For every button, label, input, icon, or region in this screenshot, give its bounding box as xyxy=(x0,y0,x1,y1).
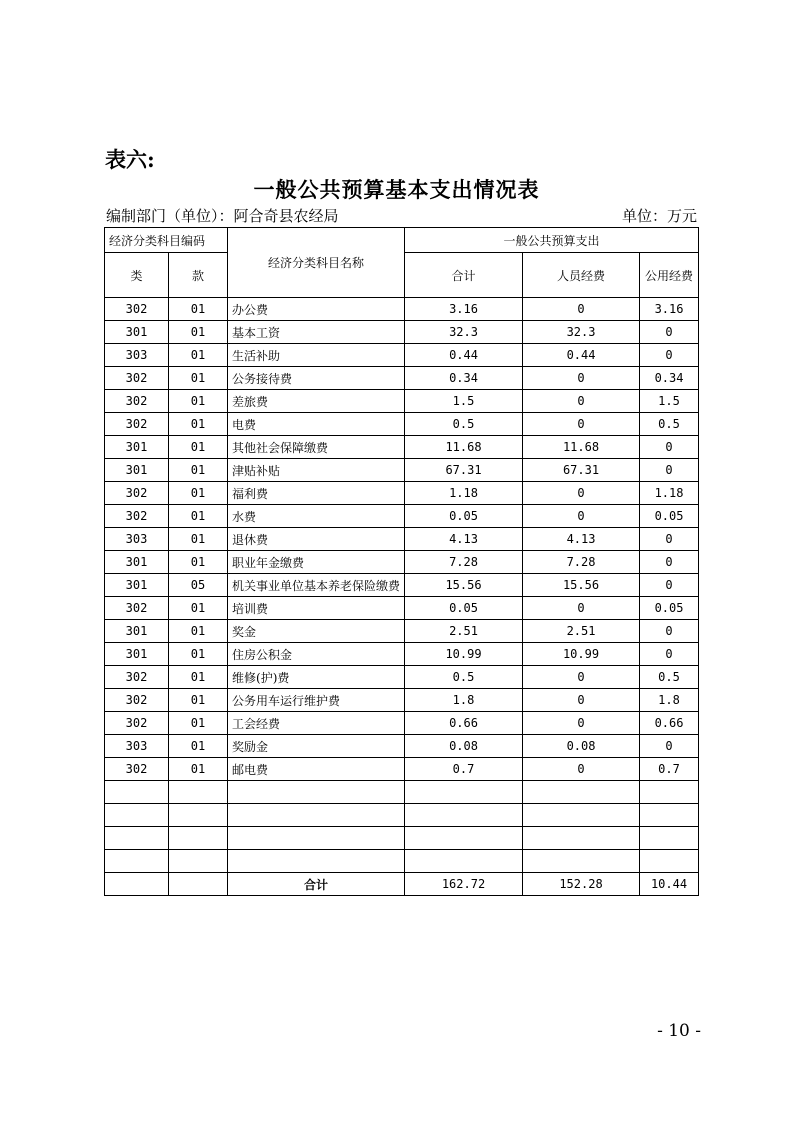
row-public: 1.5 xyxy=(640,390,699,413)
row-total: 0.08 xyxy=(405,735,523,758)
row-public: 0.05 xyxy=(640,597,699,620)
row-subject-name: 公务用车运行维护费 xyxy=(228,689,405,712)
row-total: 1.18 xyxy=(405,482,523,505)
table-row xyxy=(105,597,699,620)
row-class-code: 302 xyxy=(105,367,169,390)
table-row xyxy=(105,367,699,390)
table-row-empty xyxy=(105,850,699,873)
page-title: 一般公共预算基本支出情况表 xyxy=(253,177,540,202)
table-row xyxy=(105,574,699,597)
header-public: 公用经费 xyxy=(640,253,699,298)
row-item-code: 01 xyxy=(169,735,228,758)
row-personnel: 4.13 xyxy=(523,528,640,551)
row-total: 0.05 xyxy=(405,505,523,528)
table-row xyxy=(105,482,699,505)
row-subject-name: 机关事业单位基本养老保险缴费 xyxy=(228,574,405,597)
row-subject-name: 住房公积金 xyxy=(228,643,405,666)
page-number: - 10 - xyxy=(657,1021,701,1041)
row-class-code: 301 xyxy=(105,574,169,597)
row-subject-name: 福利费 xyxy=(228,482,405,505)
row-subject-name: 差旅费 xyxy=(228,390,405,413)
row-class-code: 301 xyxy=(105,643,169,666)
table-row xyxy=(105,551,699,574)
row-item-code: 01 xyxy=(169,689,228,712)
table-row xyxy=(105,344,699,367)
row-item-code: 01 xyxy=(169,620,228,643)
row-personnel: 0.08 xyxy=(523,735,640,758)
row-personnel: 2.51 xyxy=(523,620,640,643)
row-item-code: 01 xyxy=(169,367,228,390)
row-item-code: 01 xyxy=(169,298,228,321)
total-personnel: 152.28 xyxy=(523,873,640,896)
row-public: 1.18 xyxy=(640,482,699,505)
row-public: 0.05 xyxy=(640,505,699,528)
row-public: 0 xyxy=(640,620,699,643)
table-row-empty xyxy=(105,804,699,827)
row-personnel: 11.68 xyxy=(523,436,640,459)
row-total: 1.8 xyxy=(405,689,523,712)
total-label: 合计 xyxy=(228,873,405,896)
row-item-code: 05 xyxy=(169,574,228,597)
table-row-empty xyxy=(105,827,699,850)
row-personnel: 0 xyxy=(523,758,640,781)
row-personnel: 0 xyxy=(523,597,640,620)
row-class-code: 302 xyxy=(105,390,169,413)
row-public: 0 xyxy=(640,643,699,666)
row-total: 0.5 xyxy=(405,413,523,436)
row-class-code: 301 xyxy=(105,551,169,574)
table-row xyxy=(105,735,699,758)
row-public: 0.66 xyxy=(640,712,699,735)
row-class-code: 303 xyxy=(105,735,169,758)
table-row xyxy=(105,321,699,344)
row-total: 0.66 xyxy=(405,712,523,735)
row-item-code: 01 xyxy=(169,712,228,735)
row-public: 0 xyxy=(640,574,699,597)
row-subject-name: 奖金 xyxy=(228,620,405,643)
row-public: 0 xyxy=(640,459,699,482)
row-class-code: 302 xyxy=(105,597,169,620)
header-class: 类 xyxy=(105,253,169,298)
row-class-code: 301 xyxy=(105,620,169,643)
row-class-code: 302 xyxy=(105,689,169,712)
header-subject-name: 经济分类科目名称 xyxy=(228,228,405,298)
row-subject-name: 电费 xyxy=(228,413,405,436)
row-class-code: 302 xyxy=(105,298,169,321)
row-item-code: 01 xyxy=(169,666,228,689)
row-personnel: 0 xyxy=(523,367,640,390)
row-subject-name: 公务接待费 xyxy=(228,367,405,390)
row-total: 11.68 xyxy=(405,436,523,459)
header-personnel: 人员经费 xyxy=(523,253,640,298)
row-personnel: 15.56 xyxy=(523,574,640,597)
row-personnel: 67.31 xyxy=(523,459,640,482)
row-public: 0 xyxy=(640,735,699,758)
row-class-code: 303 xyxy=(105,344,169,367)
row-public: 0.34 xyxy=(640,367,699,390)
row-public: 0 xyxy=(640,344,699,367)
header-code-group: 经济分类科目编码 xyxy=(105,228,228,253)
unit-label: 单位：万元 xyxy=(621,207,697,225)
row-total: 10.99 xyxy=(405,643,523,666)
row-public: 0.5 xyxy=(640,666,699,689)
row-total: 2.51 xyxy=(405,620,523,643)
table-row xyxy=(105,436,699,459)
table-row-empty xyxy=(105,781,699,804)
row-item-code: 01 xyxy=(169,758,228,781)
table-row xyxy=(105,390,699,413)
row-personnel: 0 xyxy=(523,482,640,505)
row-item-code: 01 xyxy=(169,551,228,574)
row-public: 1.8 xyxy=(640,689,699,712)
row-personnel: 0 xyxy=(523,298,640,321)
row-item-code: 01 xyxy=(169,597,228,620)
row-public: 3.16 xyxy=(640,298,699,321)
row-total: 1.5 xyxy=(405,390,523,413)
row-class-code: 302 xyxy=(105,666,169,689)
row-public: 0 xyxy=(640,321,699,344)
row-class-code: 303 xyxy=(105,528,169,551)
row-personnel: 0 xyxy=(523,505,640,528)
row-subject-name: 邮电费 xyxy=(228,758,405,781)
row-item-code: 01 xyxy=(169,505,228,528)
row-item-code: 01 xyxy=(169,643,228,666)
row-personnel: 0 xyxy=(523,390,640,413)
row-public: 0.7 xyxy=(640,758,699,781)
row-item-code: 01 xyxy=(169,528,228,551)
row-class-code: 301 xyxy=(105,459,169,482)
table-row xyxy=(105,689,699,712)
row-subject-name: 维修(护)费 xyxy=(228,666,405,689)
row-class-code: 301 xyxy=(105,436,169,459)
row-subject-name: 津贴补贴 xyxy=(228,459,405,482)
row-class-code: 302 xyxy=(105,482,169,505)
row-total: 4.13 xyxy=(405,528,523,551)
row-total: 7.28 xyxy=(405,551,523,574)
row-class-code: 302 xyxy=(105,413,169,436)
row-personnel: 0 xyxy=(523,689,640,712)
header-item: 款 xyxy=(169,253,228,298)
table-row xyxy=(105,620,699,643)
row-personnel: 0.44 xyxy=(523,344,640,367)
expenditure-table xyxy=(104,227,699,896)
table-row xyxy=(105,643,699,666)
row-total: 0.5 xyxy=(405,666,523,689)
row-item-code: 01 xyxy=(169,413,228,436)
row-total: 0.7 xyxy=(405,758,523,781)
row-class-code: 301 xyxy=(105,321,169,344)
table-row xyxy=(105,413,699,436)
row-item-code: 01 xyxy=(169,390,228,413)
row-item-code: 01 xyxy=(169,459,228,482)
row-total: 67.31 xyxy=(405,459,523,482)
row-subject-name: 奖励金 xyxy=(228,735,405,758)
header-budget-group: 一般公共预算支出 xyxy=(405,228,699,253)
row-item-code: 01 xyxy=(169,321,228,344)
row-personnel: 0 xyxy=(523,413,640,436)
total-public: 10.44 xyxy=(640,873,699,896)
row-total: 15.56 xyxy=(405,574,523,597)
row-subject-name: 工会经费 xyxy=(228,712,405,735)
table-row xyxy=(105,666,699,689)
row-personnel: 10.99 xyxy=(523,643,640,666)
table-row xyxy=(105,459,699,482)
row-personnel: 0 xyxy=(523,712,640,735)
row-personnel: 0 xyxy=(523,666,640,689)
row-subject-name: 办公费 xyxy=(228,298,405,321)
row-total: 3.16 xyxy=(405,298,523,321)
row-total: 32.3 xyxy=(405,321,523,344)
row-total: 0.05 xyxy=(405,597,523,620)
row-subject-name: 基本工资 xyxy=(228,321,405,344)
row-total: 0.34 xyxy=(405,367,523,390)
compiling-department: 编制部门（单位）：阿合奇县农经局 xyxy=(106,207,339,225)
table-body xyxy=(105,298,699,781)
row-item-code: 01 xyxy=(169,344,228,367)
row-personnel: 32.3 xyxy=(523,321,640,344)
row-total: 0.44 xyxy=(405,344,523,367)
row-class-code: 302 xyxy=(105,758,169,781)
table-label: 表六: xyxy=(105,147,155,172)
table-row xyxy=(105,505,699,528)
row-item-code: 01 xyxy=(169,436,228,459)
row-public: 0 xyxy=(640,528,699,551)
row-class-code: 302 xyxy=(105,712,169,735)
table-row xyxy=(105,712,699,735)
row-subject-name: 职业年金缴费 xyxy=(228,551,405,574)
row-subject-name: 水费 xyxy=(228,505,405,528)
header-total: 合计 xyxy=(405,253,523,298)
row-subject-name: 生活补助 xyxy=(228,344,405,367)
table-row xyxy=(105,758,699,781)
total-amount: 162.72 xyxy=(405,873,523,896)
table-row xyxy=(105,528,699,551)
row-subject-name: 其他社会保障缴费 xyxy=(228,436,405,459)
row-subject-name: 退休费 xyxy=(228,528,405,551)
row-public: 0.5 xyxy=(640,413,699,436)
row-public: 0 xyxy=(640,551,699,574)
row-public: 0 xyxy=(640,436,699,459)
row-personnel: 7.28 xyxy=(523,551,640,574)
total-row xyxy=(105,873,699,896)
row-class-code: 302 xyxy=(105,505,169,528)
row-item-code: 01 xyxy=(169,482,228,505)
table-row xyxy=(105,298,699,321)
row-subject-name: 培训费 xyxy=(228,597,405,620)
